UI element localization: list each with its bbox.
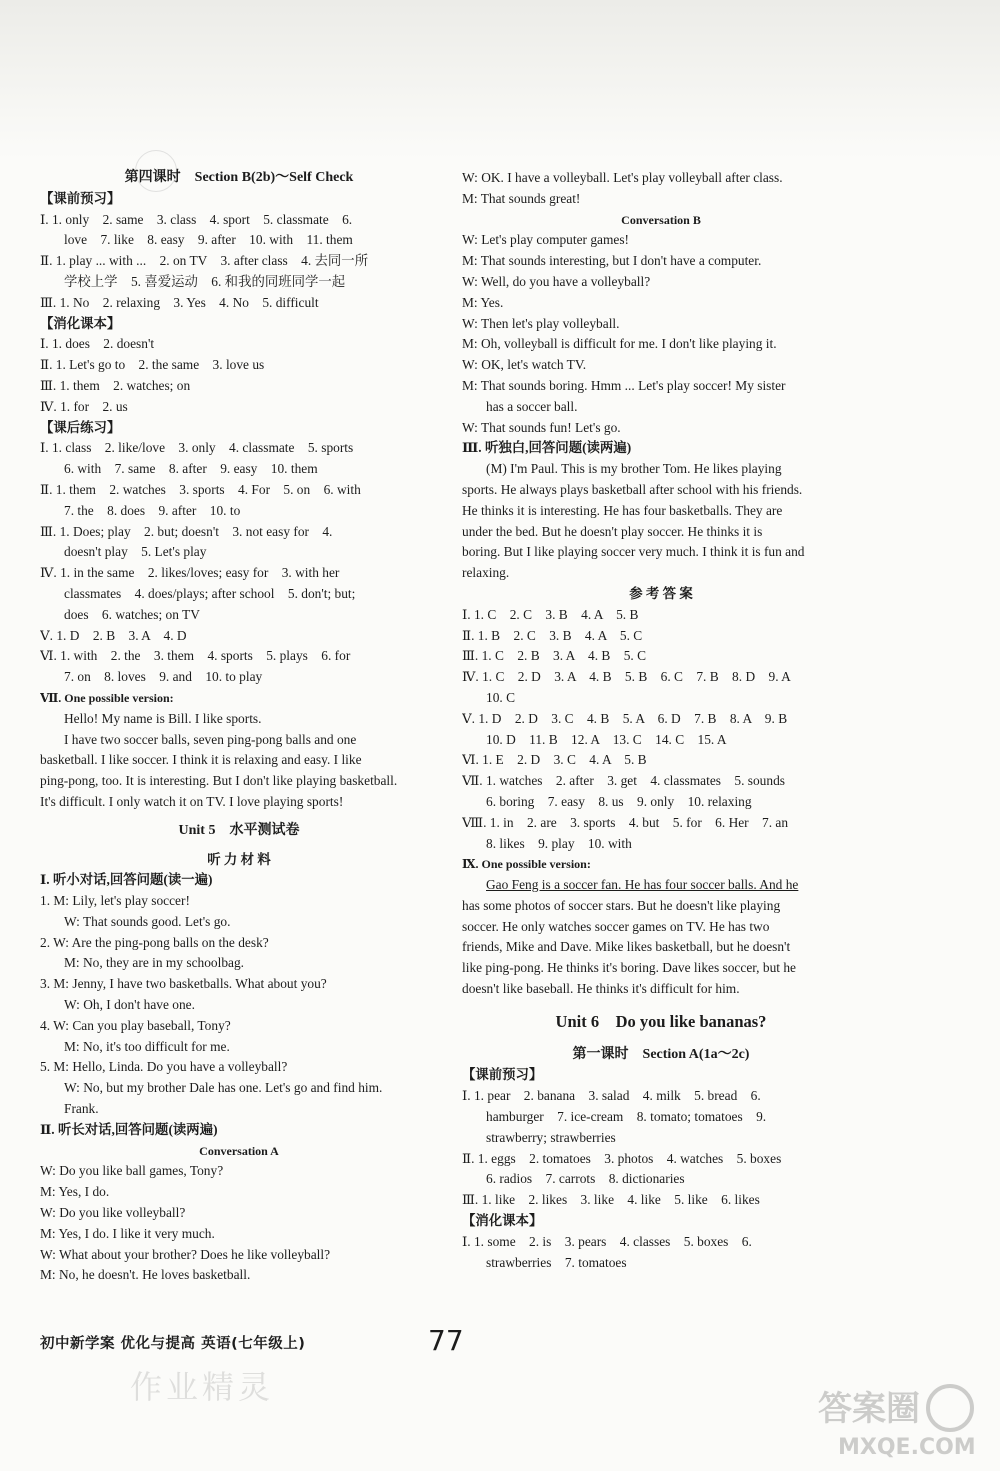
- left-line: Ⅴ. 1. D 2. B 3. A 4. D: [40, 627, 187, 643]
- right-line: Ⅱ. 1. eggs 2. tomatoes 3. photos 4. watches 5. boxes: [462, 1150, 782, 1166]
- left-line: Ⅳ. 1. in the same 2. likes/loves; easy for 3. with her: [40, 565, 340, 581]
- left-line: classmates 4. does/plays; after school 5. don't; but;: [64, 585, 356, 601]
- left-line: Ⅱ. 听长对话,回答问题(读两遍): [40, 1121, 218, 1137]
- right-line: [462, 1000, 860, 1012]
- watermark-logo: [810, 1380, 980, 1460]
- right-line: W: Well, do you have a volleyball?: [462, 273, 651, 289]
- left-line: [40, 813, 438, 821]
- left-line: M: Yes, I do.: [40, 1184, 110, 1200]
- left-line: 3. M: Jenny, I have two basketballs. What about you?: [40, 976, 327, 992]
- right-line: Unit 6 Do you like bananas?: [555, 1011, 767, 1031]
- left-line: W: Oh, I don't have one.: [64, 997, 195, 1013]
- right-line: M: That sounds interesting, but I don't have a computer.: [462, 253, 762, 269]
- right-line: 8. likes 9. play 10. with: [486, 835, 632, 851]
- right-line: has a soccer ball.: [486, 398, 578, 414]
- left-line: Ⅵ. 1. with 2. the 3. them 4. sports 5. plays 6. for: [40, 648, 351, 664]
- right-line: Ⅰ. 1. C 2. C 3. B 4. A 5. B: [462, 606, 639, 622]
- right-line: Ⅰ. 1. some 2. is 3. pears 4. classes 5. boxes 6.: [462, 1233, 752, 1249]
- right-line: W: Let's play computer games!: [462, 232, 630, 248]
- left-line: Ⅰ. 1. does 2. doesn't: [40, 336, 155, 352]
- left-line: Ⅶ. One possible version:: [40, 690, 174, 705]
- left-line: 4. W: Can you play baseball, Tony?: [40, 1017, 231, 1033]
- right-line: Ⅲ. 1. C 2. B 3. A 4. B 5. C: [462, 648, 647, 664]
- right-line: Conversation B: [621, 212, 701, 227]
- right-line: 参 考 答 案: [629, 585, 693, 601]
- right-line: like ping-pong. He thinks it's boring. Dave likes soccer, but he: [462, 960, 796, 976]
- left-line: 2. W: Are the ping-pong balls on the desk?: [40, 934, 269, 950]
- left-line: ping-pong, too. It is interesting. But I don't like playing basketball.: [40, 773, 398, 789]
- right-line: strawberries 7. tomatoes: [486, 1254, 627, 1270]
- left-line: Ⅱ. 1. them 2. watches 3. sports 4. For 5. on 6. with: [40, 481, 361, 497]
- right-line: strawberry; strawberries: [486, 1129, 616, 1145]
- right-line: M: That sounds great!: [462, 190, 581, 206]
- left-line: Ⅱ. 1. Let's go to 2. the same 3. love us: [40, 357, 265, 373]
- right-line: Ⅲ. 1. like 2. likes 3. like 4. like 5. like 6. likes: [462, 1192, 760, 1208]
- left-line: Ⅰ. 听小对话,回答问题(读一遍): [40, 872, 213, 888]
- right-line: Gao Feng is a soccer fan. He has four soccer balls. And he: [486, 877, 799, 893]
- book-title: 初中新学案 优化与提高 英语(七年级上): [40, 1336, 306, 1352]
- right-line: M: Oh, volleyball is difficult for me. I don't like playing it.: [462, 336, 777, 352]
- right-line: W: OK. I have a volleyball. Let's play volleyball after class.: [462, 170, 783, 185]
- left-line: 第四课时 Section B(2b)～Self Check: [124, 170, 354, 185]
- left-line: 【课后练习】: [40, 419, 121, 435]
- left-line: 7. the 8. does 9. after 10. to: [64, 502, 241, 518]
- left-line: Hello! My name is Bill. I like sports.: [64, 710, 262, 726]
- bottom-watermark-text: 作业精灵: [130, 1368, 275, 1406]
- left-line: 学校上学 5. 喜爱运动 6. 和我的同班同学一起: [64, 273, 346, 289]
- left-column: [40, 168, 438, 1286]
- right-line: sports. He always plays basketball after school with his friends.: [462, 481, 803, 497]
- right-line: M: That sounds boring. Hmm ... Let's play soccer! My sister: [462, 377, 786, 393]
- left-line: W: Do you like ball games, Tony?: [40, 1163, 224, 1179]
- left-line: does 6. watches; on TV: [64, 606, 200, 622]
- left-line: Ⅰ. 1. only 2. same 3. class 4. sport 5. classmate 6.: [40, 211, 353, 227]
- right-line: doesn't like baseball. He thinks it's difficult for him.: [462, 981, 740, 997]
- right-line: Ⅷ. 1. in 2. are 3. sports 4. but 5. for 6. Her 7. an: [462, 814, 789, 830]
- right-line: W: Then let's play volleyball.: [462, 315, 620, 331]
- scan-shadow: [0, 0, 1000, 160]
- left-line: 5. M: Hello, Linda. Do you have a volleyball?: [40, 1059, 288, 1075]
- right-line: Ⅳ. 1. C 2. D 3. A 4. B 5. B 6. C 7. B 8. D 9. A: [462, 669, 791, 685]
- left-line: W: Do you like volleyball?: [40, 1205, 186, 1221]
- right-line: Ⅵ. 1. E 2. D 3. C 4. A 5. B: [462, 752, 647, 768]
- right-line: 【课前预习】: [462, 1067, 543, 1083]
- left-line: [40, 842, 438, 850]
- left-line: M: Yes, I do. I like it very much.: [40, 1225, 215, 1241]
- left-line: 1. M: Lily, let's play soccer!: [40, 893, 190, 909]
- logo-text: 答案圈: [818, 1389, 920, 1429]
- page-number: 77: [428, 1324, 464, 1357]
- right-line: 6. boring 7. easy 8. us 9. only 10. relaxing: [486, 793, 752, 809]
- left-line: M: No, they are in my schoolbag.: [64, 955, 244, 971]
- left-line: M: No, it's too difficult for me.: [64, 1038, 230, 1054]
- left-line: It's difficult. I only watch it on TV. I love playing sports!: [40, 793, 344, 809]
- left-line: 听 力 材 料: [207, 851, 271, 867]
- left-line: Ⅲ. 1. Does; play 2. but; doesn't 3. not easy for 4.: [40, 523, 333, 539]
- right-column: [462, 168, 860, 1273]
- left-line: Ⅲ. 1. them 2. watches; on: [40, 377, 191, 393]
- right-line: 6. radios 7. carrots 8. dictionaries: [486, 1171, 685, 1187]
- right-line: hamburger 7. ice-cream 8. tomato; tomatoes 9.: [486, 1109, 767, 1125]
- right-line: Ⅶ. 1. watches 2. after 3. get 4. classmates 5. sounds: [462, 773, 785, 789]
- right-line: under the bed. But he doesn't play soccer. He thinks it is: [462, 523, 763, 539]
- right-line: soccer. He only watches soccer games on TV. He has two: [462, 918, 770, 934]
- right-line: friends, Mike and Dave. Mike likes basketball, but he doesn't: [462, 939, 791, 955]
- right-line: 10. C: [486, 689, 516, 705]
- right-line: (M) I'm Paul. This is my brother Tom. He likes playing: [486, 461, 782, 477]
- right-line: W: That sounds fun! Let's go.: [462, 419, 621, 435]
- left-line: Ⅳ. 1. for 2. us: [40, 398, 128, 414]
- left-line: Ⅰ. 1. class 2. like/love 3. only 4. classmate 5. sports: [40, 440, 354, 456]
- left-line: I have two soccer balls, seven ping-pong balls and one: [64, 731, 357, 747]
- left-line: Conversation A: [199, 1143, 279, 1158]
- right-line: Ⅱ. 1. B 2. C 3. B 4. A 5. C: [462, 627, 643, 643]
- left-line: W: No, but my brother Dale has one. Let's go and find him.: [64, 1080, 383, 1096]
- left-line: 7. on 8. loves 9. and 10. to play: [64, 669, 263, 685]
- left-line: Unit 5 水平测试卷: [178, 822, 300, 838]
- left-line: 6. with 7. same 8. after 9. easy 10. them: [64, 461, 318, 477]
- left-line: Frank.: [64, 1101, 99, 1117]
- right-line: M: Yes.: [462, 294, 504, 310]
- right-line: has some photos of soccer stars. But he doesn't like playing: [462, 897, 781, 913]
- left-line: 【课前预习】: [40, 190, 121, 206]
- right-line: Ⅴ. 1. D 2. D 3. C 4. B 5. A 6. D 7. B 8. A 9. B: [462, 710, 788, 726]
- right-line: 【消化课本】: [462, 1213, 543, 1229]
- logo-circle-icon: [928, 1386, 972, 1430]
- left-line: W: That sounds good. Let's go.: [64, 913, 231, 929]
- left-line: M: No, he doesn't. He loves basketball.: [40, 1267, 251, 1283]
- right-line: boring. But I like playing soccer very much. I think it is fun and: [462, 544, 805, 560]
- left-line: Ⅱ. 1. play ... with ... 2. on TV 3. after class 4. 去同一所: [40, 253, 369, 269]
- right-line: Ⅲ. 听独白,回答问题(读两遍): [462, 440, 632, 456]
- right-line: Ⅸ. One possible version:: [462, 857, 591, 872]
- logo-url: MXQE.COM: [838, 1435, 976, 1460]
- right-line: relaxing.: [462, 565, 510, 581]
- left-line: basketball. I like soccer. I think it is relaxing and easy. I like: [40, 752, 362, 768]
- right-line: 第一课时 Section A(1a～2c): [572, 1046, 750, 1062]
- right-line: He thinks it is interesting. He has four basketballs. They are: [462, 502, 783, 518]
- left-line: love 7. like 8. easy 9. after 10. with 11. them: [64, 232, 353, 248]
- right-line: Ⅰ. 1. pear 2. banana 3. salad 4. milk 5. bread 6.: [462, 1088, 761, 1104]
- left-line: Ⅲ. 1. No 2. relaxing 3. Yes 4. No 5. difficult: [40, 294, 319, 310]
- left-line: doesn't play 5. Let's play: [64, 544, 207, 560]
- left-line: W: What about your brother? Does he like volleyball?: [40, 1246, 331, 1262]
- right-line: W: OK, let's watch TV.: [462, 357, 587, 373]
- right-line: [462, 1033, 860, 1045]
- right-line: 10. D 11. B 12. A 13. C 14. C 15. A: [486, 731, 727, 747]
- left-line: 【消化课本】: [40, 315, 121, 331]
